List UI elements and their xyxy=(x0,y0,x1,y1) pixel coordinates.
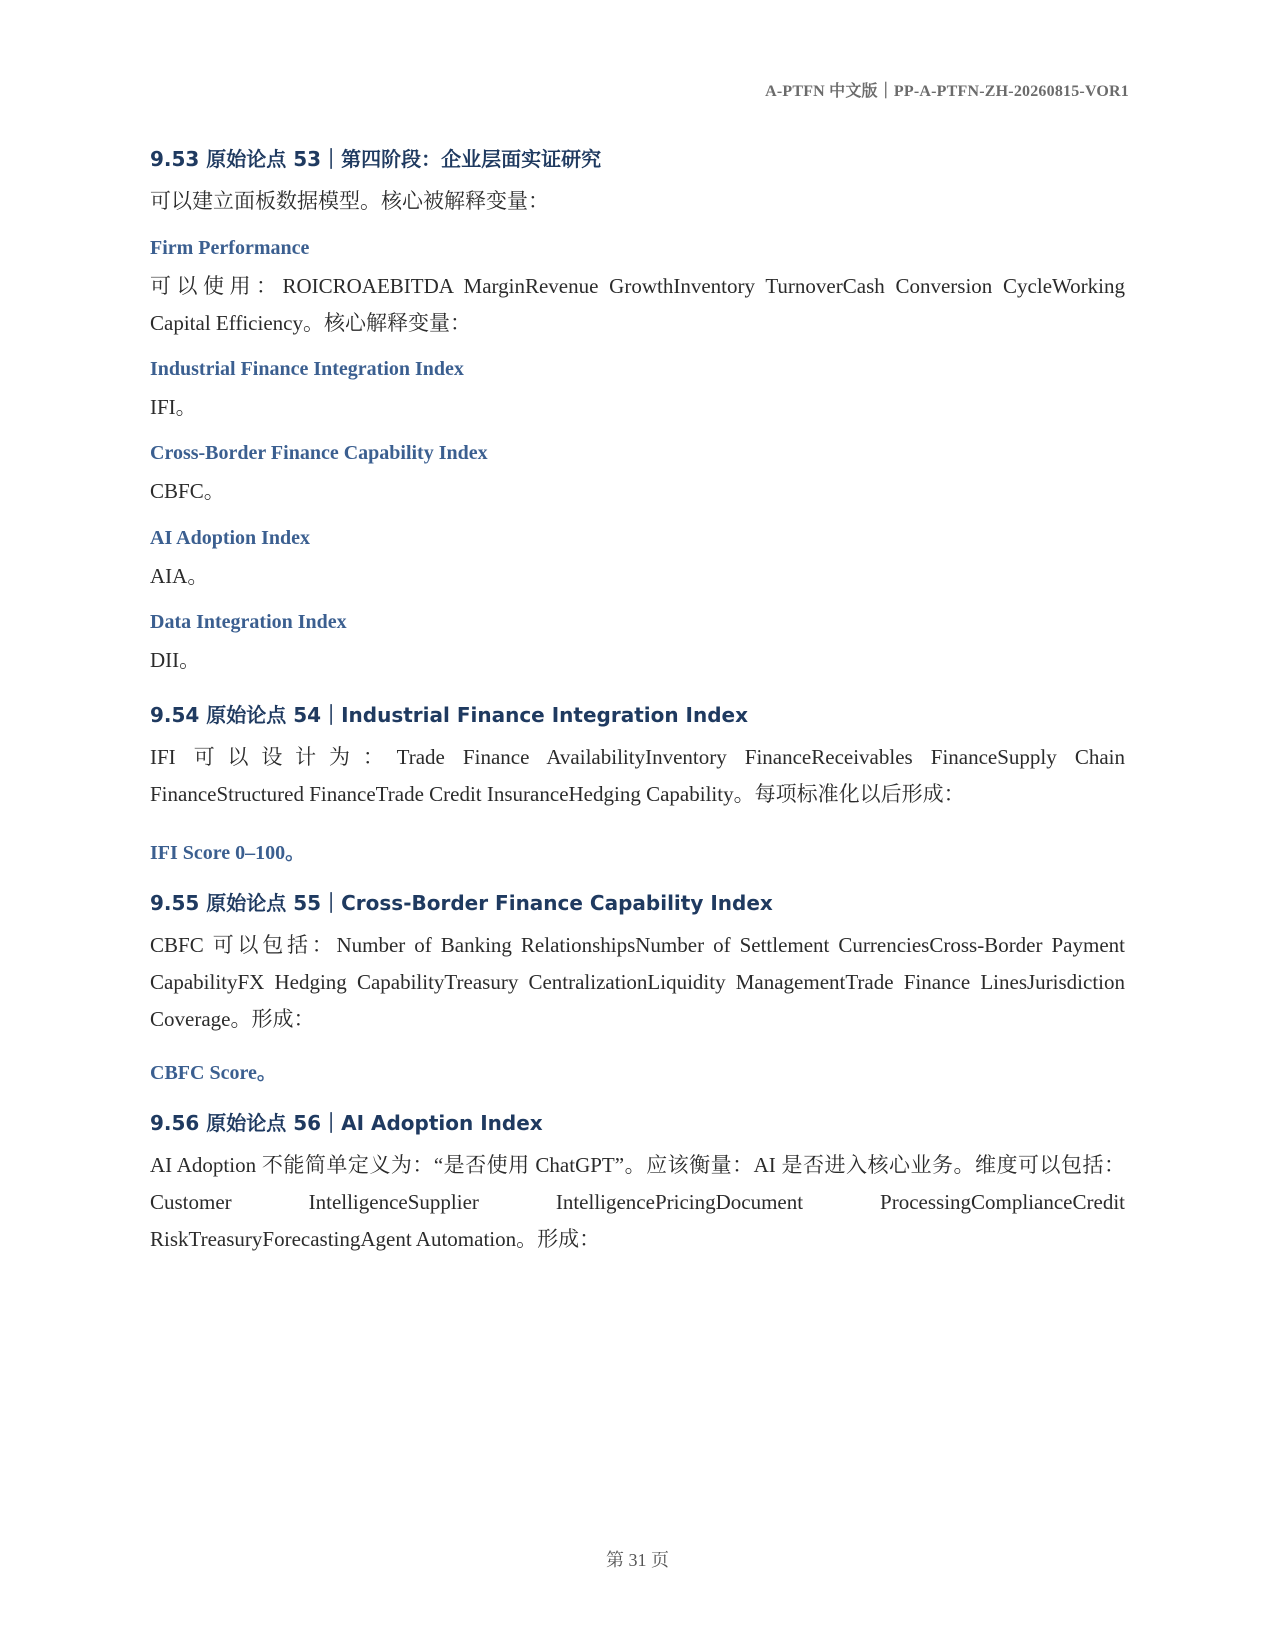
section-text-9-54: IFI 可以设计为：Trade Finance AvailabilityInventory FinanceReceivables FinanceSupply Chain FinanceStructured FinanceTrade Credit InsuranceHedging Capability。每项标准化以后形成： xyxy=(150,745,1125,806)
section-heading-9-56: 9.56 原始论点 56｜AI Adoption Index xyxy=(150,1111,543,1135)
document-header-id: A-PTFN 中文版｜PP-A-PTFN-ZH-20260815-VOR1 xyxy=(765,83,1129,100)
section-heading-9-54: 9.54 原始论点 54｜Industrial Finance Integration Index xyxy=(150,703,749,727)
subheading-data-integration-index: Data Integration Index xyxy=(150,611,347,633)
section-heading-9-55: 9.55 原始论点 55｜Cross-Border Finance Capability Index xyxy=(150,891,773,915)
section-intro-9-53: 可以建立面板数据模型。核心被解释变量： xyxy=(150,189,549,213)
page-number: 第 31 页 xyxy=(606,1550,669,1570)
subheading-ifi-index: Industrial Finance Integration Index xyxy=(150,358,464,380)
subheading-cbfc-index: Cross-Border Finance Capability Index xyxy=(150,442,488,464)
section-text-9-56: AI Adoption 不能简单定义为：“是否使用 ChatGPT”。应该衡量：AI 是否进入核心业务。维度可以包括：Customer IntelligenceSupplier IntelligencePricingDocument ProcessingComplianceCredit RiskTreasuryForecastingAgent Automation。形成： xyxy=(150,1153,1125,1251)
paragraph-firm-performance: 可以使用：ROICROAEBITDA MarginRevenue GrowthInventory TurnoverCash Conversion CycleWorking Capital Efficiency。核心解释变量： xyxy=(150,274,1125,335)
paragraph-cbfc: CBFC。 xyxy=(150,479,225,503)
paragraph-aia: AIA。 xyxy=(150,564,209,588)
subheading-firm-performance: Firm Performance xyxy=(150,237,310,259)
section-text-9-55: CBFC 可以包括：Number of Banking RelationshipsNumber of Settlement CurrenciesCross-Border Payment CapabilityFX Hedging CapabilityTreasury CentralizationLiquidity ManagementTrade Finance LinesJurisdiction Coverage。形成： xyxy=(150,933,1125,1031)
section-heading-9-53: 9.53 原始论点 53｜第四阶段：企业层面实证研究 xyxy=(150,147,602,171)
result-ifi-score: IFI Score 0–100。 xyxy=(150,842,306,864)
paragraph-dii: DII。 xyxy=(150,648,201,672)
subheading-ai-adoption-index: AI Adoption Index xyxy=(150,527,311,549)
result-cbfc-score: CBFC Score。 xyxy=(150,1062,277,1084)
paragraph-ifi: IFI。 xyxy=(150,395,197,419)
